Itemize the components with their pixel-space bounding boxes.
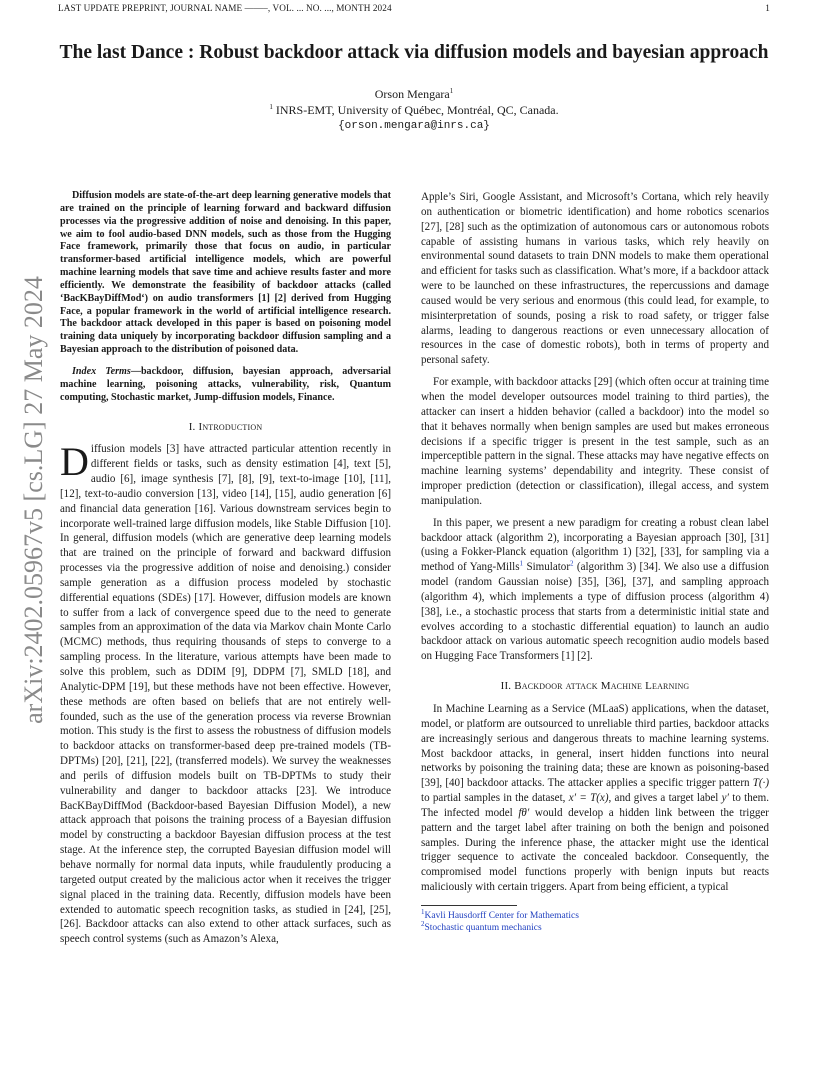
footnote-2-mark: 2 — [421, 920, 425, 929]
footnote-ref-1[interactable]: 1 — [519, 559, 524, 568]
footnote-1-text: Kavli Hausdorff Center for Mathematics — [424, 910, 579, 921]
section-heading-introduction — [60, 420, 391, 435]
math-infected-model: fθ′ — [518, 806, 530, 819]
intro-paragraph-1-continued: Apple’s Siri, Google Assistant, and Microsoft’s Cortana, which rely heavily on authentication or biometric identification) and home robotics scenarios [27], [28] such as the optimization of autonomous cars or autonomous robots capable of assisting humans in various tasks, which rely heavily on environmental sound datasets to train DNN models to make them operational and efficient for tasks such as classification. What’s more, if a backdoor attack were to be launched on these infrastructures, the repercussions and damage caused would be very serious and enormous (this could lead, for example, to misinterpretation of sounds, posing a risk to road safety, or trigger false alarms, leading to dangerous reactions or even unnecessary allocation of resources in the case of domestic robots), both in terms of property and personal safety. — [421, 191, 769, 367]
index-terms-text: —backdoor, diffusion, bayesian approach, adversarial machine learning, poisoning attacks, vulnerability, risk, Quantum computing, Stochastic market, Jump-diffusion models, Finance. — [60, 365, 391, 403]
math-trigger: T(·) — [752, 777, 769, 790]
section-title: Backdoor attack Machine Learning — [514, 680, 690, 693]
intro-paragraph-3-part-c: (algorithm 3) [34]. We also use a diffusion model (random Gaussian noise) [35], [36], [37], and sampling approach (algorithm 4), which implements a type of diffusion process (algorithm 4) [38], i.e., a stochastic process that starts from a deterministic initial state and evolves according to a stochastic differential equation) to launch an audio backdoor attack on various automatic speech recognition audio models based on Hugging Face Transformers [1] [2]. — [421, 561, 770, 663]
math-poisoned-sample: x′ = T(x) — [568, 792, 609, 805]
affiliation-line — [0, 102, 828, 118]
footnote-ref-2[interactable]: 2 — [570, 559, 574, 568]
index-terms-label: Index Terms — [72, 365, 131, 377]
footnote-rule — [421, 905, 517, 906]
drop-cap: D — [60, 439, 89, 485]
affiliation-mark: 1 — [269, 103, 273, 111]
backdoor-text-b: to partial samples in the dataset, — [421, 792, 569, 805]
abstract: Diffusion models are state-of-the-art deep learning generative models that are trained on the principle of learning forward and backward diffusion processes via the progressive addition of noise and denoising. In this paper, we aim to fool audio-based DNN models, such as those from the Hugging Face framework, primarily those that focus on audio, in particular transformer-based artificial intelligence models, which are powerful machine learning models that save time and achieve results faster and more efficiently. We demonstrate the feasibility of backdoor attacks (called ‘BacKBayDiffMod‘) on audio transformers [1] [2] derived from Hugging Face, a popular framework in the world of artificial intelligence research. The backdoor attack developed in this paper is based on poisoning model training data uniquely by incorporating backdoor diffusion sampling and a Bayesian approach to the distribution of poisoned data. — [60, 190, 391, 356]
intro-paragraph-3-part-b: Simulator — [523, 561, 571, 574]
math-target-label: y′ — [721, 792, 729, 805]
backdoor-text-c: , and gives a target label — [608, 792, 722, 805]
page-number: 1 — [765, 3, 770, 13]
left-column — [60, 190, 391, 947]
backdoor-text-d: to them. The infected model — [421, 792, 770, 819]
intro-paragraph-2: For example, with backdoor attacks [29] (which often occur at training time when the model developer outsources model training to third parties), the attacker can insert a hidden behavior (called a backdoor) into the model so that it behaves normally when benign samples are used but makes erroneous decisions if a specific trigger is present in the test sample, such as an imperceptible pattern in the signal. These attacks may have negative effects on machine learning systems’ dependability and integrity. These consist of improper prediction (detection or classification), illegal access, and system manipulation. — [421, 376, 769, 507]
intro-paragraph-3-part-a: In this paper, we present a new paradigm for creating a robust clean label backdoor attack (algorithm 2), incorporating a Bayesian approach [30], [31] (using a Fokker-Planck equation (algorithm 1) [32], [33], for sampling via a method of Yang-Mills — [421, 516, 769, 574]
backdoor-text-a: In Machine Learning as a Service (MLaaS) applications, when the dataset, model, or platform are outsourced to unreliable third parties, backdoor attacks are increasingly serious and dangerous threats to machine learning systems. Most backdoor attacks, in general, insert hidden functions into neural networks by poisoning the training data; these are known as poisoning-based [39], [40] backdoor attacks. The attacker applies a specific trigger pattern — [421, 703, 769, 790]
section-number: II. — [500, 680, 512, 693]
section-heading-backdoor — [421, 679, 769, 694]
email: {orson.mengara@inrs.ca} — [338, 120, 490, 132]
running-header-left: LAST UPDATE PREPRINT, JOURNAL NAME ——–, VOL. ... NO. ..., MONTH 2024 — [58, 3, 392, 13]
index-terms — [60, 366, 391, 405]
paper-title: The last Dance : Robust backdoor attack via diffusion models and bayesian approach — [59, 42, 769, 63]
intro-paragraph-3 — [421, 516, 769, 664]
section-number: I. — [188, 420, 196, 433]
running-header — [58, 3, 770, 13]
arxiv-stamp — [4, 230, 64, 770]
section-title: Introduction — [198, 420, 263, 433]
right-column — [421, 190, 769, 935]
footnote-2[interactable] — [421, 922, 769, 935]
affiliation: INRS-EMT, University of Québec, Montréal, QC, Canada. — [275, 103, 559, 117]
intro-paragraph-1 — [60, 439, 391, 947]
author-line — [0, 86, 828, 102]
intro-paragraph-1-text: iffusion models [3] have attracted particular attention recently in different fields or tasks, such as density estimation [4], text [5], audio [6], image synthesis [7], [8], [9], text-to-image [10], [11], [12], text-to-audio conversion [13], video [14], [15], audio generation [6] and financial data generation [16]. Various downstream services begin to incorporate well-trained large diffusion models, like Stable Diffusion [10]. In general, diffusion models (which are generative deep learning models that are trained on the principle of forward and backward diffusion processes via the progressive addition of noise and denoising.) consider sample generation as a diffusion process modeled by stochastic differential equations (SDEs) [17]. However, diffusion models are known to suffer from a lack of convergence speed due to the need to generate samples from an approximation of the data via Markov chain Monte Carlo (MCMC) methods, thus requiring thousands of steps to converge to a sampling process. In the literature, various attempts have been made to solve this problem, such as DDIM [9], DDPM [7], SMLD [18], and Analytic-DPM [19], but these methods have not been effective. However, these methods are often based on beliefs that are not entirely well-founded, such as the use of the generation process via reverse Brownian motion. This study is the first to assess the robustness of diffusion models to backdoor attacks on transformer-based deep pre-trained models (TB-DPTMs) [20], [21], [22], (transferred models). We survey the weaknesses and perils of diffusion models built on TB-DPTMs to study their vulnerability and danger to backdoor attacks [23]. We introduce BacKBayDiffMod (Backdoor-based Bayesian Diffusion Model), a new attack approach that poisons the training process of a Bayesian diffusion model by constructing a backdoor Bayesian diffusion process at the test stage. At the inference step, the corrupted Bayesian diffusion model will behave normally for normal data inputs, while fraudulently producing a targeted output created by the malicious actor when it receives the trigger signal placed in the training data. Recently, diffusion models have been extended to automatic speech recognition tasks, as studied in [24], [25], [26]. Backdoor attacks can also extend to other attack surfaces, such as speech control systems (such as Amazon’s Alexa, — [60, 443, 391, 946]
author-block — [0, 86, 828, 134]
footnote-1-mark: 1 — [421, 907, 425, 916]
backdoor-text-e: would develop a hidden link between the trigger pattern and the target label after training on both the benign and poisoned samples. During the inference phase, the attacker might use the identical trigger sequence to activate the concealed backdoor. Consequently, the compromised model functions properly with benign inputs but reacts maliciously with certain triggers. Apart from being efficient, a typical — [421, 806, 769, 894]
author-name: Orson Mengara — [374, 87, 450, 101]
footnote-1[interactable] — [421, 907, 769, 923]
author-affil-mark: 1 — [449, 87, 454, 95]
footnote-2-text: Stochastic quantum mechanics — [424, 923, 542, 934]
backdoor-paragraph — [421, 702, 769, 895]
arxiv-stamp-text: arXiv:2402.05967v5 [cs.LG] 27 May 2024 — [19, 276, 48, 724]
